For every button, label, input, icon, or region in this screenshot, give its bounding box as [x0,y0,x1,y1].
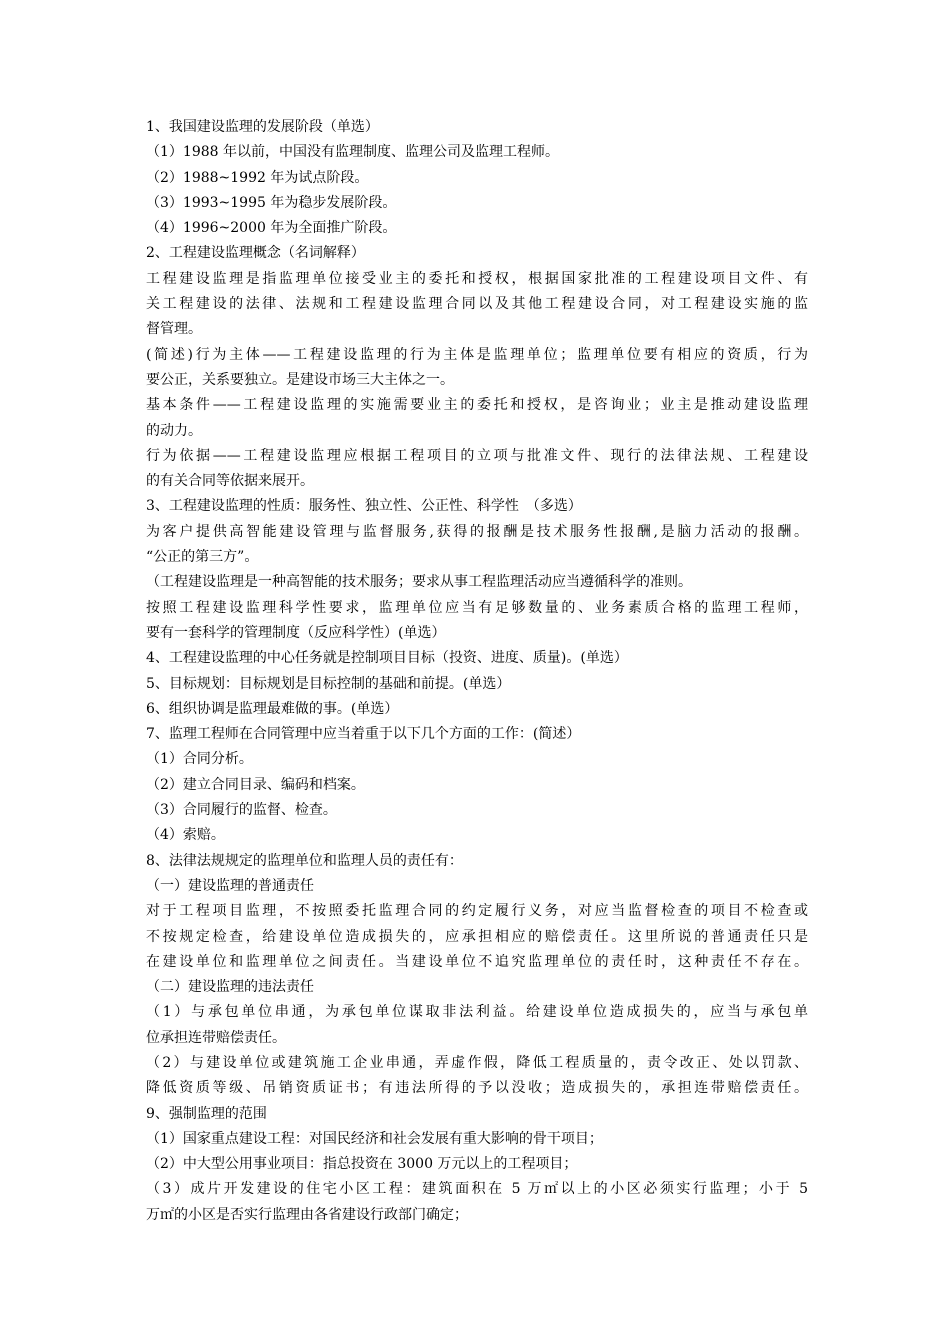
text-line: （1）合同分析。 [146,751,253,768]
text-line: 3、工程建设监理的性质：服务性、独立性、公正性、科学性 （多选） [146,498,582,515]
text-line: （3）成片开发建设的住宅小区工程：建筑面积在 5 万㎡以上的小区必须实行监理；小于 5 [146,1181,808,1198]
text-line: (简述)行为主体——工程建设监理的行为主体是监理单位；监理单位要有相应的资质，行为 [146,346,808,363]
text-line: 不按规定检查，给建设单位造成损失的，应承担相应的赔偿责任。这里所说的普通责任只是 [146,928,808,945]
text-line: 的有关合同等依据来展开。 [146,473,314,490]
text-line: 督管理。 [146,321,202,338]
text-line: 1、我国建设监理的发展阶段（单选） [146,119,379,135]
text-line: （1）1988 年以前，中国没有监理制度、监理公司及监理工程师。 [146,144,559,161]
text-line: 2、工程建设监理概念（名词解释） [146,245,365,262]
text-line: （工程建设监理是一种高智能的技术服务；要求从事工程监理活动应当遵循科学的准则。 [146,574,692,591]
text-line: 工程建设监理是指监理单位接受业主的委托和授权，根据国家批准的工程建设项目文件、有 [146,270,808,287]
text-line: （2）建立合同目录、编码和档案。 [146,776,365,793]
text-line: 8、法律法规规定的监理单位和监理人员的责任有： [146,852,463,869]
text-line: 万㎡的小区是否实行监理由各省建设行政部门确定； [146,1206,468,1223]
text-line: （2）1988~1992 年为试点阶段。 [146,169,369,186]
text-line: （2）与建设单位或建筑施工企业串通，弄虚作假，降低工程质量的，责令改正、处以罚款、 [146,1054,808,1071]
text-line: 7、监理工程师在合同管理中应当着重于以下几个方面的工作：(简述） [146,726,581,743]
text-line: 4、工程建设监理的中心任务就是控制项目目标（投资、进度、质量)。(单选） [146,650,628,667]
text-line: （二）建设监理的违法责任 [146,979,314,996]
text-line: 要有一套科学的管理制度（反应科学性）(单选） [146,624,446,641]
text-line: 行为依据——工程建设监理应根据工程项目的立项与批准文件、现行的法律法规、工程建设 [146,447,808,464]
text-line: 关工程建设的法律、法规和工程建设监理合同以及其他工程建设合同，对工程建设实施的监 [146,296,808,313]
document-page [146,115,808,1228]
text-line: 为客户提供高智能建设管理与监督服务,获得的报酬是技术服务性报酬,是脑力活动的报酬。 [146,523,808,540]
text-line: （4）索赔。 [146,827,225,844]
text-line: （1）国家重点建设工程：对国民经济和社会发展有重大影响的骨干项目； [146,1130,603,1147]
text-line: 对于工程项目监理，不按照委托监理合同的约定履行义务，对应当监督检查的项目不检查或 [146,903,808,920]
text-line: 要公正，关系要独立。是建设市场三大主体之一。 [146,371,454,388]
text-line: 5、目标规划：目标规划是目标控制的基础和前提。(单选） [146,675,511,692]
text-line: （1）与承包单位串通，为承包单位谋取非法利益。给建设单位造成损失的，应当与承包单 [146,1004,808,1021]
text-line: （2）中大型公用事业项目：指总投资在 3000 万元以上的工程项目； [146,1156,578,1173]
text-line: 降低资质等级、吊销资质证书；有违法所得的予以没收；造成损失的，承担连带赔偿责任。 [146,1080,808,1097]
text-line: 基本条件——工程建设监理的实施需要业主的委托和授权，是咨询业；业主是推动建设监理 [146,397,808,414]
text-line: 6、组织协调是监理最难做的事。(单选） [146,700,399,717]
text-line: （3）合同履行的监督、检查。 [146,802,337,819]
text-line: 在建设单位和监理单位之间责任。当建设单位不追究监理单位的责任时，这种责任不存在。 [146,953,808,970]
text-line: （3）1993~1995 年为稳步发展阶段。 [146,194,397,211]
text-line: 位承担连带赔偿责任。 [146,1029,286,1046]
text-line: 9、强制监理的范围 [146,1105,267,1122]
text-line: 按照工程建设监理科学性要求，监理单位应当有足够数量的、业务素质合格的监理工程师， [146,599,808,616]
text-line: （一）建设监理的普通责任 [146,877,314,894]
text-line: “公正的第三方”。 [146,549,259,566]
text-line: 的动力。 [146,422,202,439]
text-line: （4）1996~2000 年为全面推广阶段。 [146,220,397,237]
